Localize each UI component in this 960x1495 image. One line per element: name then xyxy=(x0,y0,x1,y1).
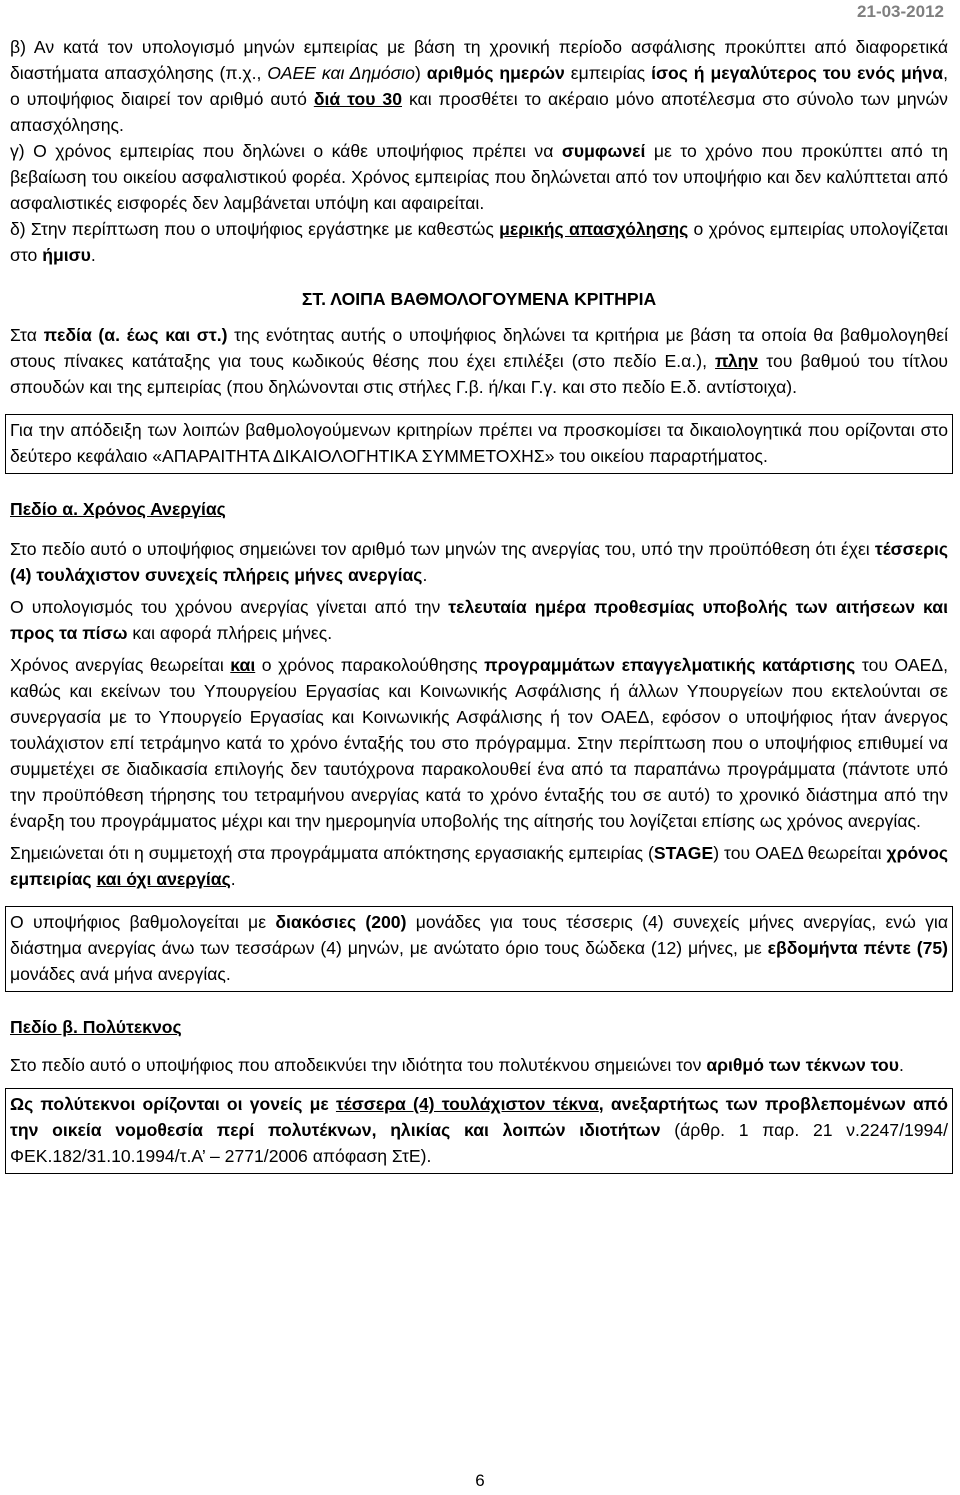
paragraph-b1 xyxy=(10,1052,948,1078)
text-bold: τέσσερις (4) τουλάχιστον συνεχείς πλήρεις μήνες ανεργίας xyxy=(10,539,948,585)
box-text: Για την απόδειξη των λοιπών βαθμολογούμενων κριτηρίων πρέπει να προσκομίσει τα δικαιολογητικά που ορίζονται στο δεύτερο κεφάλαιο «ΑΠΑΡΑΙΤΗΤΑ ΔΙΚΑΙΟΛΟΓΗΤΙΚΑ ΣΥΜΜΕΤΟΧΗΣ» του οικείου παραρτήματος. xyxy=(10,420,948,466)
text: . xyxy=(422,565,428,585)
text: ) του ΟΑΕΔ θεωρείται xyxy=(713,843,887,863)
text-bold: ήμισυ xyxy=(42,245,91,265)
text-bold-underline: μερικής απασχόλησης xyxy=(499,219,689,239)
paragraph-a2 xyxy=(10,594,948,646)
text-bold: STAGE xyxy=(653,843,714,863)
text: δ) Στην περίπτωση που ο υποψήφιος εργάστηκε με καθεστώς xyxy=(10,219,500,239)
text: της ενότητας αυτής ο υποψήφιος δηλώνει τα κριτήρια με βάση τα οποία θα βαθμολογηθεί στους πίνακες κατάταξης για τους κωδικούς θέσης που έχει επιλέξει (στο πεδίο Ε.α.), xyxy=(10,325,948,371)
text: Στο πεδίο αυτό ο υποψήφιος σημειώνει τον αριθμό των μηνών της ανεργίας του, υπό την προϋπόθεση ότι έχει xyxy=(10,539,875,559)
text-italic: ΟΑΕΕ και Δημόσιο xyxy=(267,63,415,83)
paragraph-delta xyxy=(10,216,948,268)
text: . xyxy=(230,869,236,889)
header-date: 21-03-2012 xyxy=(857,2,944,21)
text: Στο πεδίο αυτό ο υποψήφιος που αποδεικνύει την ιδιότητα του πολυτέκνου σημειώνει τον xyxy=(10,1055,707,1075)
text: (άρθρ. 1 παρ. 21 ν.2247/1994/ΦΕΚ.182/31.10.1994/τ.Α’ – 2771/2006 απόφαση ΣτΕ). xyxy=(10,1120,948,1166)
text-bold: αριθμός ημερών xyxy=(426,63,565,83)
text-bold: αριθμό των τέκνων του xyxy=(706,1055,899,1075)
text: εμπειρίας xyxy=(564,63,652,83)
text-bold-underline: πλην xyxy=(715,351,759,371)
text: του βαθμού του τίτλου σπουδών και της εμπειρίας (που δηλώνονται στις στήλες Γ.β. ή/και Γ.γ. και στο πεδίο Ε.δ. αντίστοιχα). xyxy=(10,351,948,397)
text: μονάδες για τους τέσσερις (4) συνεχείς μήνες ανεργίας, ενώ για διάστημα ανεργίας άνω των τεσσάρων (4) μηνών, με ανώτατο όριο τους δώδεκα (12) μήνες, με xyxy=(10,912,948,958)
notice-box-large-family xyxy=(5,1088,953,1174)
text: Χρόνος ανεργίας θεωρείται xyxy=(10,655,231,675)
text-bold: Ως πολύτεκνοι ορίζονται οι γονείς με xyxy=(10,1094,336,1114)
paragraph-a1 xyxy=(10,536,948,588)
text-bold: τελευταία ημέρα προθεσμίας υποβολής των αιτήσεων και προς τα πίσω xyxy=(10,597,948,643)
text-bold: προγραμμάτων επαγγελματικής κατάρτισης xyxy=(484,655,856,675)
box-text xyxy=(10,1091,948,1169)
text: Σημειώνεται ότι η συμμετοχή στα προγράμματα απόκτησης εργασιακής εμπειρίας ( xyxy=(10,843,654,863)
text-bold: διακόσιες (200) xyxy=(275,912,407,932)
text-bold-underline: και όχι ανεργίας xyxy=(96,869,231,889)
box-text xyxy=(10,909,948,987)
notice-box-unemployment-points xyxy=(5,906,953,992)
text: ) xyxy=(414,63,427,83)
text: Ο υποψήφιος βαθμολογείται με xyxy=(10,912,276,932)
paragraph-fields xyxy=(10,322,948,400)
paragraph-a3 xyxy=(10,652,948,834)
notice-box-documents xyxy=(5,414,953,474)
text: Στα xyxy=(10,325,44,345)
text: . xyxy=(90,245,96,265)
text-bold: πεδία (α. έως και στ.) xyxy=(43,325,228,345)
paragraph-gamma xyxy=(10,138,948,216)
text-bold-underline: και xyxy=(230,655,256,675)
text: μονάδες ανά μήνα ανεργίας. xyxy=(10,964,231,984)
text-bold: εβδομήντα πέντε (75) xyxy=(767,938,949,958)
text-bold: , ανεξαρτήτως των προβλεπομένων από την οικεία νομοθεσία περί πολυτέκνων, ηλικίας και λοιπών ιδιοτήτων xyxy=(10,1094,949,1140)
text-bold: χρόνος εμπειρίας xyxy=(10,843,948,889)
text-bold-underline: τέσσερα (4) τουλάχιστον τέκνα xyxy=(335,1094,599,1114)
text: , ο υποψήφιος διαιρεί τον αριθμό αυτό xyxy=(10,63,949,109)
text-bold-underline: διά του 30 xyxy=(313,89,402,109)
text: του ΟΑΕΔ, καθώς και εκείνων του Υπουργείου Εργασίας και Κοινωνικής Ασφάλισης ή άλλων Υπουργείων που εκτελούνται σε συνεργασία με το Υπουργείο Εργασίας και Κοινωνικής Ασφάλισης ή τον ΟΑΕΔ, εφόσον ο υποψήφιος ήταν άνεργος τουλάχιστον επί τετράμηνο κατά το χρόνο ένταξής του στο πρόγραμμα. Στην περίπτωση που ο υποψήφιος επιθυμεί να συμμετέχει σε διαδικασία επιλογής δεν ταυτόχρονα παρακολουθεί ένα από τα παραπάνω προγράμματα (πάντοτε υπό την προϋπόθεση τήρησης του τετραμήνου ανεργίας κατά το χρόνο ένταξής του σε αυτό) το χρονικό διάστημα από την έναρξη του προγράμματος μέχρι και την ημερομηνία υποβολής της αίτησής του λογίζεται επίσης ως χρόνος ανεργίας. xyxy=(10,655,948,831)
heading-field-b: Πεδίο β. Πολύτεκνος xyxy=(10,1017,182,1037)
text: και αφορά πλήρεις μήνες. xyxy=(127,623,333,643)
text-bold: συμφωνεί xyxy=(561,141,646,161)
paragraph-a4 xyxy=(10,840,948,892)
text: β) Αν κατά τον υπολογισμό μηνών εμπειρίας με βάση τη χρονική περίοδο ασφάλισης προκύπτει από διαφορετικά διαστήματα απασχόλησης (π.χ., xyxy=(10,37,948,83)
text: . xyxy=(899,1055,904,1075)
section-title: ΣΤ. ΛΟΙΠΑ ΒΑΘΜΟΛΟΓΟΥΜΕΝΑ ΚΡΙΤΗΡΙΑ xyxy=(301,289,657,309)
text: ο χρόνος παρακολούθησης xyxy=(255,655,485,675)
text: γ) Ο χρόνος εμπειρίας που δηλώνει ο κάθε υποψήφιος πρέπει να xyxy=(10,141,562,161)
text: Ο υπολογισμός του χρόνου ανεργίας γίνεται από την xyxy=(10,597,449,617)
text: με το χρόνο που προκύπτει από τη βεβαίωση του οικείου ασφαλιστικού φορέα. Χρόνος εμπειρίας που δηλώνεται από τον υποψήφιο και δεν καλύπτεται από ασφαλιστικές εισφορές δεν λαμβάνεται υπόψη και αφαιρείται. xyxy=(10,141,948,213)
page-number: 6 xyxy=(475,1471,485,1490)
paragraph-beta xyxy=(10,34,948,138)
document-body xyxy=(10,34,948,1174)
text-bold: ίσος ή μεγαλύτερος του ενός μήνα xyxy=(651,63,944,83)
heading-field-a: Πεδίο α. Χρόνος Ανεργίας xyxy=(10,499,226,519)
text: και προσθέτει το ακέραιο μόνο αποτέλεσμα στο σύνολο των μηνών απασχόλησης. xyxy=(10,89,948,135)
text: ο χρόνος εμπειρίας υπολογίζεται στο xyxy=(10,219,948,265)
